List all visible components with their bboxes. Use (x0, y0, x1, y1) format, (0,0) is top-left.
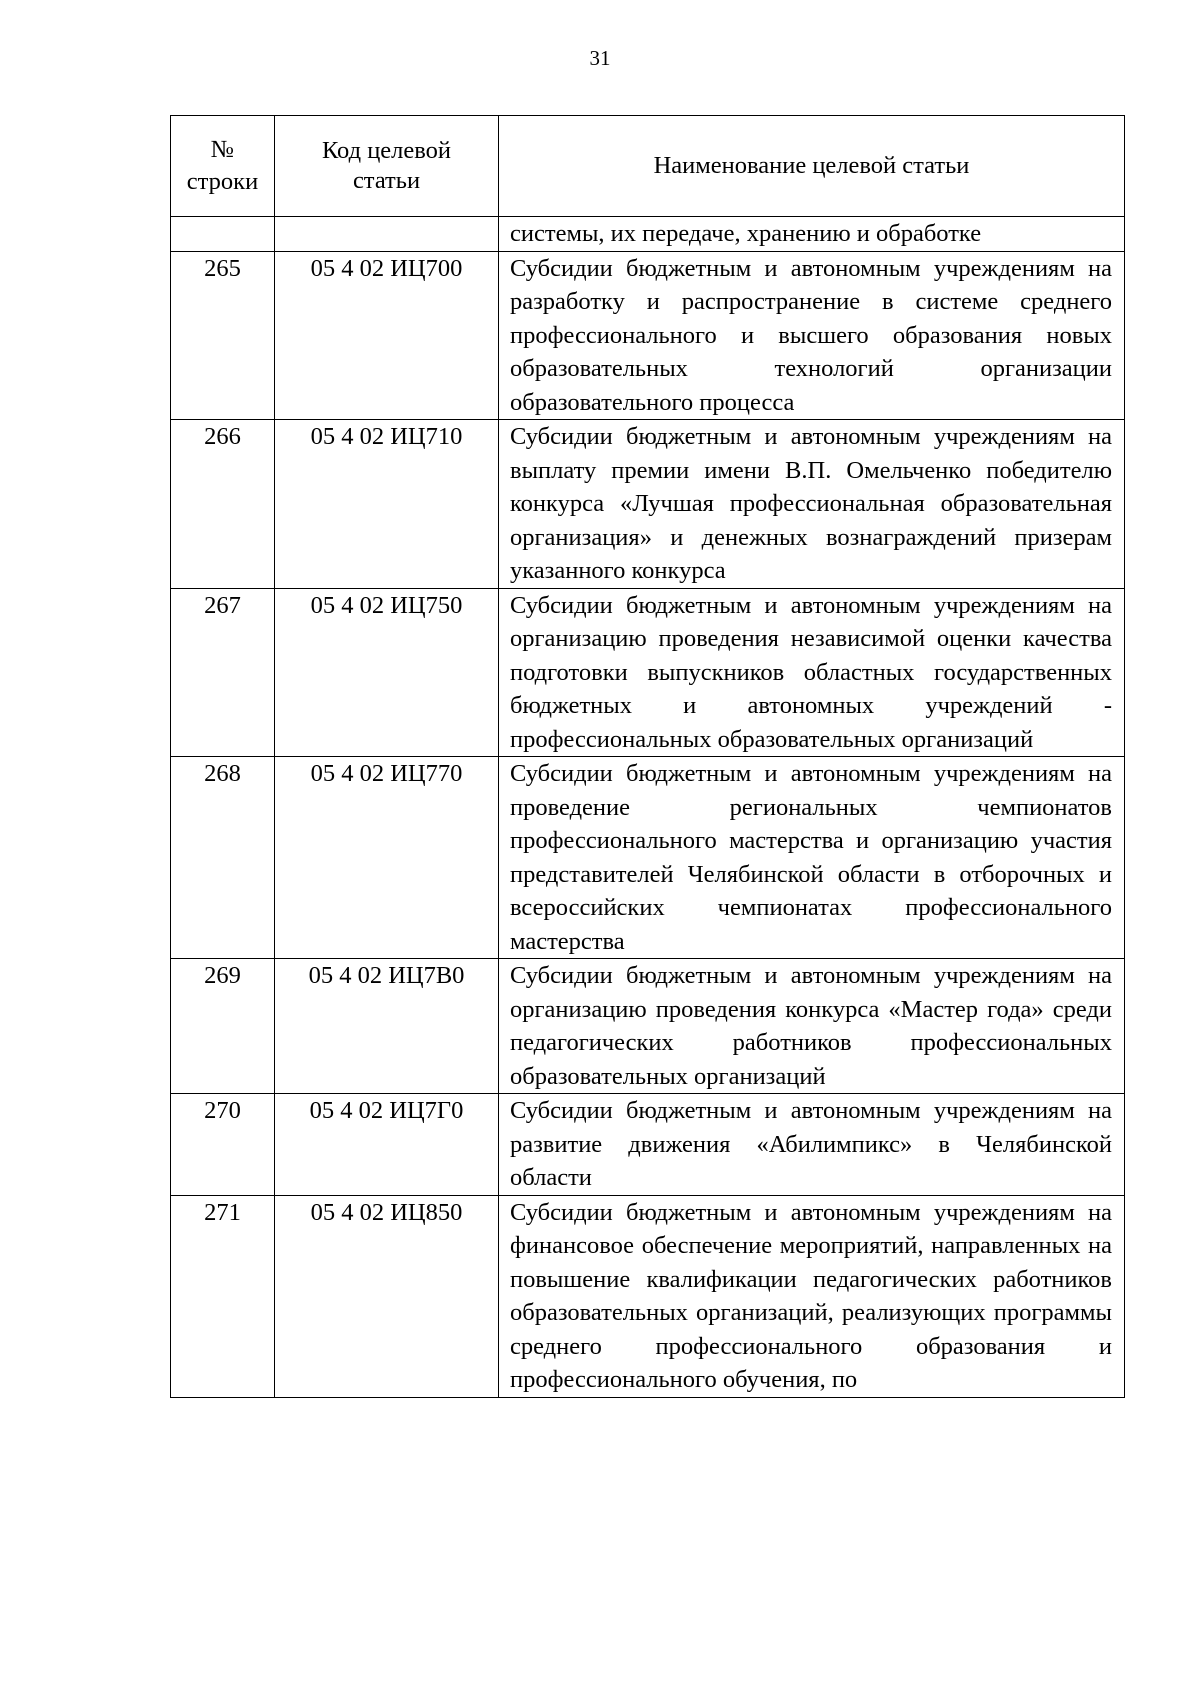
article-name-cell: Субсидии бюджетным и автономным учреждениям на проведение региональных чемпионатов профессионального мастерства и организацию участия представителей Челябинской области в отборочных и всероссийских чемпионатах профессионального мастерства (499, 757, 1125, 959)
row-number-cell: 269 (171, 959, 275, 1094)
article-code-cell: 05 4 02 ИЦ7Г0 (275, 1094, 499, 1196)
row-number-cell: 266 (171, 420, 275, 589)
article-name-cell: Субсидии бюджетным и автономным учреждениям на организацию проведения конкурса «Мастер года» среди педагогических работников профессиональных образовательных организаций (499, 959, 1125, 1094)
table-row (171, 1195, 1125, 1397)
table-row (171, 1094, 1125, 1196)
table-header (171, 116, 1125, 217)
article-code-cell: 05 4 02 ИЦ850 (275, 1195, 499, 1397)
row-number-cell: 267 (171, 588, 275, 757)
table-row (171, 959, 1125, 1094)
target-articles-table (170, 115, 1125, 1398)
header-row (171, 116, 1125, 217)
header-row-number: № строки (171, 116, 275, 217)
article-name-cell: Субсидии бюджетным и автономным учреждениям на финансовое обеспечение мероприятий, направленных на повышение квалификации педагогических работников образовательных организаций, реализующих программы среднего профессионального образования и профессионального обучения, по (499, 1195, 1125, 1397)
row-number-cell: 271 (171, 1195, 275, 1397)
article-code-cell: 05 4 02 ИЦ700 (275, 251, 499, 420)
continuation-code-cell (275, 217, 499, 252)
article-name-cell: Субсидии бюджетным и автономным учреждениям на выплату премии имени В.П. Омельченко победителю конкурса «Лучшая профессиональная образовательная организация» и денежных вознаграждений призерам указанного конкурса (499, 420, 1125, 589)
table-row (171, 588, 1125, 757)
article-code-cell: 05 4 02 ИЦ710 (275, 420, 499, 589)
continuation-name-cell: системы, их передаче, хранению и обработке (499, 217, 1125, 252)
table-row (171, 757, 1125, 959)
article-name-cell: Субсидии бюджетным и автономным учреждениям на организацию проведения независимой оценки качества подготовки выпускников областных государственных бюджетных и автономных учреждений - профессиональных образовательных организаций (499, 588, 1125, 757)
table-body (171, 217, 1125, 1398)
continuation-row (171, 217, 1125, 252)
page-number: 31 (589, 46, 611, 70)
article-name-cell: Субсидии бюджетным и автономным учреждениям на разработку и распространение в системе среднего профессионального и высшего образования новых образовательных технологий организации образовательного процесса (499, 251, 1125, 420)
article-code-cell: 05 4 02 ИЦ750 (275, 588, 499, 757)
article-code-cell: 05 4 02 ИЦ770 (275, 757, 499, 959)
header-name: Наименование целевой статьи (499, 116, 1125, 217)
table-row (171, 420, 1125, 589)
row-number-cell: 270 (171, 1094, 275, 1196)
article-name-cell: Субсидии бюджетным и автономным учреждениям на развитие движения «Абилимпикс» в Челябинской области (499, 1094, 1125, 1196)
row-number-cell: 268 (171, 757, 275, 959)
continuation-number-cell (171, 217, 275, 252)
article-code-cell: 05 4 02 ИЦ7В0 (275, 959, 499, 1094)
table-row (171, 251, 1125, 420)
header-code: Код целевой статьи (275, 116, 499, 217)
row-number-cell: 265 (171, 251, 275, 420)
